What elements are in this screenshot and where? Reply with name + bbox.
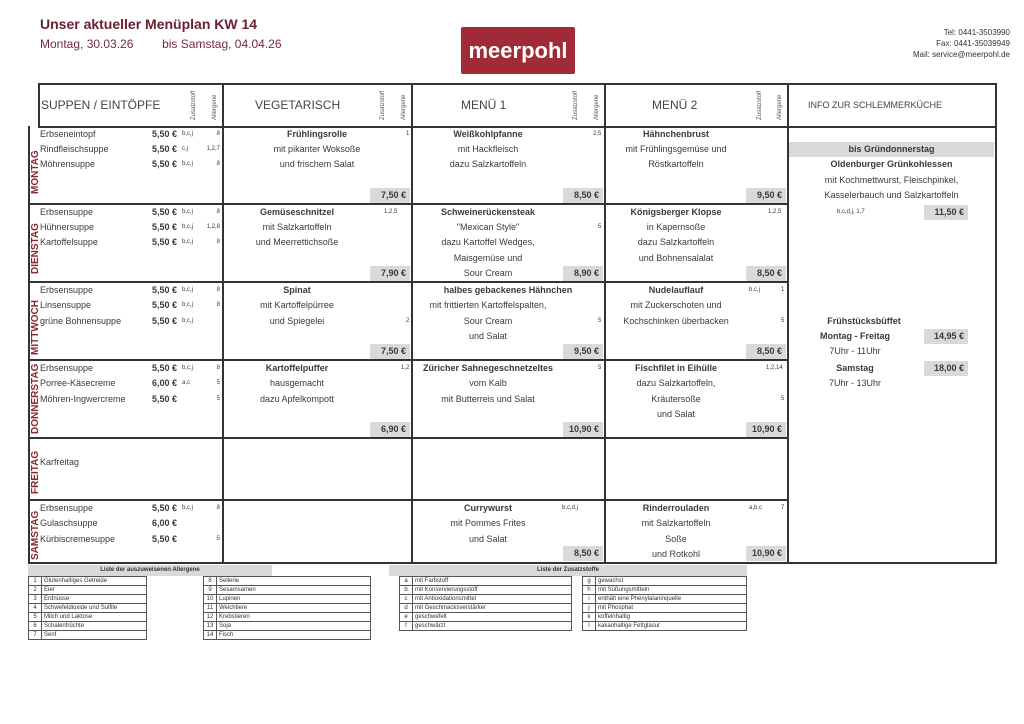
soup-name: Erbsensuppe [40,363,94,373]
legend-row [29,622,147,631]
price: 7,50 € [370,344,410,359]
soup-zusatz-code: c,j [182,146,188,152]
legend-row [583,586,747,595]
legend-key: 9 [204,586,217,595]
dish-line: Sour Cream [463,268,513,278]
dish-line: und Salat [468,534,508,544]
allergen-code: 5 [598,365,602,371]
soup-name: grüne Bohnensuppe [40,316,122,326]
soup-name: Erbseneintopf [40,129,96,139]
legend-label: Glutenhaltiges Getreide [42,577,147,586]
grid-line [28,562,997,564]
soup-zusatz-code: b,c,j [182,287,194,293]
column-allergene: Allergene [401,94,407,120]
info-gruen-head: bis Gründonnerstag [789,142,994,157]
legend-row [204,586,371,595]
soup-price: 5,50 € [152,316,178,326]
price: 7,50 € [370,188,410,203]
legend-row [29,595,147,604]
soup-price: 5,50 € [152,534,178,544]
legend-row [400,595,572,604]
price: 9,50 € [746,188,786,203]
dish-title: Gemüseschnitzel [259,207,335,217]
allergen-code: 5 [781,318,785,324]
soup-price: 5,50 € [152,129,178,139]
legend-key: d [400,604,413,613]
legend-key: 8 [204,577,217,586]
legend-key: 4 [29,604,42,613]
dish-line: dazu Salzkartoffeln [449,159,527,169]
legend-label: Krebstieren [217,613,371,622]
legend-label: mit Antioxidationsmittel [413,595,572,604]
allergen-code: 1,2,5 [768,209,782,215]
legend-row [400,586,572,595]
allergen-code: 5 [598,224,602,230]
legend-zusatz-title: Liste der Zusatzstoffe [389,565,747,576]
column-allergene: Allergene [777,94,783,120]
dish-title: Königsberger Klopse [630,207,722,217]
dish-title: Hähnchenbrust [642,129,709,139]
column-suppen: SUPPEN / EINTÖPFE [41,98,161,112]
soup-price: 5,50 € [152,207,178,217]
legend-key: 13 [204,622,217,631]
info-gruen-codes: b,c,d,j, 1,7 [837,209,865,215]
soup-zusatz-code: b,c,j [182,365,194,371]
soup-name: Porree-Käsecreme [40,378,116,388]
allergen-code: 2 [406,318,410,324]
dish-title: Kartoffelpuffer [265,363,329,373]
legend-row [400,577,572,586]
info-fr-sat-time: 7Uhr - 13Uhr [828,378,882,388]
legend-key: f [400,622,413,631]
legend-allergene-left [28,576,147,640]
allergen-code: 2,5 [593,131,602,137]
allergen-code: 5 [598,318,602,324]
dish-line: mit pikanter Woksoße [273,144,361,154]
legend-key: 1 [29,577,42,586]
day-donnerstag: DONNERSTAG [30,363,41,434]
zusatz-code: a,b,c [749,505,763,511]
soup-name: Erbsensuppe [40,207,94,217]
soup-allergen-code: 8 [216,365,220,371]
info-fr-title: Frühstücksbüffet [827,316,901,326]
soup-zusatz-code: b,c,j [182,318,194,324]
info-gruen-line: mit Kochmettwurst, Fleischpinkel, [824,175,959,185]
soup-price: 5,50 € [152,300,178,310]
legend-row [29,577,147,586]
legend-row [204,595,371,604]
legend-label: koffeinhaltig [596,613,747,622]
allergen-code: 1,2,14 [766,365,783,371]
contact-fax: Fax: 0441-35039949 [936,39,1010,48]
legend-key: 12 [204,613,217,622]
dish-line: Sour Cream [463,316,513,326]
legend-row [29,631,147,640]
soup-price: 5,50 € [152,144,178,154]
column-zusatzstoff: Zusatzstoff [757,90,763,120]
price: 7,90 € [370,266,410,281]
dish-line: mit Salzkartoffeln [641,518,711,528]
allergen-code: 5 [781,396,785,402]
dish-title: halbes gebackenes Hähnchen [443,285,573,295]
legend-label: Sesamsamen [217,586,371,595]
price: 8,50 € [563,188,603,203]
soup-zusatz-code: b,c,j [182,224,194,230]
legend-key: 7 [29,631,42,640]
allergen-code: 1,2 [401,365,410,371]
dish-line: Soße [665,534,687,544]
soup-price: 5,50 € [152,503,178,513]
meerpohl-logo: meerpohl [461,27,575,74]
soup-zusatz-code: b,c,j [182,161,194,167]
legend-key: j [583,604,596,613]
info-fr-week: Montag - Freitag [820,331,890,341]
legend-row [204,613,371,622]
allergen-code: b,c,d,j [562,505,579,511]
legend-label: Weichtiere [217,604,371,613]
soup-allergen-code: 8 [216,239,220,245]
price: 8,50 € [563,546,603,561]
legend-zusatzstoffe [389,565,747,631]
legend-label: kakaohaltige Fettglasur [596,622,747,631]
legend-label: mit Geschmacksverstärker [413,604,572,613]
dish-line: mit Butterreis und Salat [441,394,535,404]
dish-line: dazu Kartoffel Wedges, [441,237,535,247]
legend-label: Soja [217,622,371,631]
dish-line: in Kapernsoße [646,222,706,232]
soup-zusatz-code: b,c,j [182,505,194,511]
soup-price: 5,50 € [152,237,178,247]
legend-label: Eier [42,586,147,595]
legend-key: 2 [29,586,42,595]
soup-price: 5,50 € [152,363,178,373]
legend-row [29,586,147,595]
grid-line [38,83,40,127]
dish-line: und Rotkohl [651,549,701,559]
legend-row [29,604,147,613]
legend-key: c [400,595,413,604]
allergen-code: 1 [781,287,785,293]
legend-key: 5 [29,613,42,622]
dish-line: und frischem Salat [279,159,355,169]
page-title: Unser aktueller Menüplan KW 14 [40,16,258,32]
legend-row [204,577,371,586]
dish-title: Weißkohlpfanne [453,129,523,139]
column-zusatzstoff: Zusatzstoff [573,90,579,120]
soup-name: Kartoffelsuppe [40,237,98,247]
dish-line: dazu Apfelkompott [259,394,335,404]
legend-label: Schalenfrüchte [42,622,147,631]
day-samstag: SAMSTAG [30,510,41,560]
soup-price: 6,00 € [152,378,178,388]
legend-key: k [583,613,596,622]
legend-label: Fisch [217,631,371,640]
legend-row [204,631,371,640]
legend-key: 11 [204,604,217,613]
legend-zusatz-right [582,576,747,631]
legend-key: i [583,595,596,604]
column-allergene: Allergene [594,94,600,120]
soup-allergen-code: 5 [216,536,220,542]
price: 10,90 € [746,422,786,437]
legend-row [204,622,371,631]
legend-label: enthält eine Phenylalaninquelle [596,595,747,604]
price: 10,90 € [746,546,786,561]
soup-zusatz-code: a,c [182,380,191,386]
legend-label: geschwefelt [413,613,572,622]
soup-zusatz-code: b,c,j [182,209,194,215]
dish-title: Frühlingsrolle [286,129,347,139]
soup-allergen-code: 1,2,7 [206,146,220,152]
dish-line: und Meerrettichsoße [255,237,339,247]
legend-label: Senf [42,631,147,640]
dish-line: und Salat [656,409,696,419]
dish-line: und Salat [468,331,508,341]
legend-row [400,613,572,622]
info-fr-week-time: 7Uhr - 11Uhr [829,346,881,356]
legend-label: Erdnüsse [42,595,147,604]
dish-title: Schweinerückensteak [440,207,536,217]
legend-allergene-right [203,576,371,640]
legend-zusatz-left [399,576,572,631]
dish-line: mit Kartoffelpürree [260,300,334,310]
dish-title: Züricher Sahnegeschnetzeltes [422,363,554,373]
dish-title: Fischfilet in Eihülle [634,363,717,373]
price: 10,90 € [563,422,603,437]
legend-label: mit Farbstoff [413,577,572,586]
soup-allergen-code: 8 [216,302,220,308]
dish-line: Kräutersoße [651,394,701,404]
column-zusatzstoff: Zusatzstoff [380,90,386,120]
legend-key: 6 [29,622,42,631]
legend-label: mit Süßungsmitteln [596,586,747,595]
legend-label: Lupinen [217,595,371,604]
price: 8,50 € [746,266,786,281]
soup-name: Kürbiscremesuppe [40,534,116,544]
dish-line: mit Pommes Frites [450,518,526,528]
allergen-code: 1 [406,131,410,137]
info-gruen-line: Kasselerbauch und Salzkartoffeln [824,190,959,200]
zusatz-code: b,c,j [749,287,761,293]
column-menu1: MENÜ 1 [461,98,507,112]
legend-row [29,613,147,622]
dish-title: Spinat [283,285,311,295]
dish-line: mit Zuckerschoten und [630,300,722,310]
allergen-code: 7 [781,505,785,511]
soup-price: 6,00 € [152,518,178,528]
soup-name: Karfreitag [40,457,80,467]
price: 8,50 € [746,344,786,359]
column-vegetarisch: VEGETARISCH [255,98,341,112]
info-fr-sat: Samstag [836,363,874,373]
dish-title: Rinderrouladen [642,503,710,513]
dish-line: "Mexican Style" [456,222,520,232]
soup-allergen-code: 8 [216,161,220,167]
legend-label: mit Phosphat [596,604,747,613]
dish-title: Currywurst [463,503,512,513]
legend-label: Milch und Laktose [42,613,147,622]
day-mittwoch: MITTWOCH [30,300,41,355]
legend-row [583,577,747,586]
grid-line [38,83,997,85]
soup-zusatz-code: b,c,j [182,302,194,308]
legend-key: l [583,622,596,631]
day-montag: MONTAG [30,150,41,194]
contact-mail: Mail: service@meerpohl.de [912,50,1010,59]
legend-key: 10 [204,595,217,604]
price: 8,90 € [563,266,603,281]
date-to: bis Samstag, 04.04.26 [162,37,282,51]
dish-title: Nudelauflauf [648,285,704,295]
price: 6,90 € [370,422,410,437]
legend-label: Schwefeldioxide und Sulfite [42,604,147,613]
soup-name: Hühnersuppe [40,222,95,232]
soup-name: Linsensuppe [40,300,92,310]
soup-name: Rindfleischsuppe [40,144,109,154]
column-menu2: MENÜ 2 [652,98,698,112]
legend-key: 14 [204,631,217,640]
column-zusatzstoff: Zusatzstoff [191,90,197,120]
soup-allergen-code: 1,2,8 [206,224,220,230]
soup-allergen-code: 8 [216,505,220,511]
soup-zusatz-code: b,c,j [182,239,194,245]
dish-line: mit frittierten Kartoffelspalten, [429,300,547,310]
dish-line: und Bohnensalalat [638,253,714,263]
legend-key: h [583,586,596,595]
day-freitag: FREITAG [30,450,41,494]
soup-allergen-code: 8 [216,131,220,137]
contact-tel: Tel: 0441-3503990 [943,28,1010,37]
legend-label: gewachst [596,577,747,586]
dish-line: mit Hackfleisch [457,144,519,154]
grid-line [995,83,997,564]
legend-key: b [400,586,413,595]
legend-row [583,613,747,622]
legend-label: mit Konservierungsstoff [413,586,572,595]
legend-row [583,604,747,613]
dish-line: dazu Salzkartoffeln [637,237,715,247]
dish-line: Kochschinken überbacken [623,316,729,326]
dish-line: mit Salzkartoffeln [262,222,332,232]
soup-name: Erbsensuppe [40,503,94,513]
legend-key: e [400,613,413,622]
soup-price: 5,50 € [152,222,178,232]
soup-name: Möhrensuppe [40,159,96,169]
contact-info [913,27,1010,60]
soup-zusatz-code: b,c,j [182,131,194,137]
dish-line: Maisgemüse und [453,253,523,263]
soup-allergen-code: 5 [216,396,220,402]
soup-allergen-code: 8 [216,209,220,215]
soup-name: Erbsensuppe [40,285,94,295]
column-allergene: Allergene [212,94,218,120]
legend-label: geschwärzt [413,622,572,631]
soup-allergen-code: 5 [216,380,220,386]
legend-row [583,622,747,631]
grid-line [28,437,788,439]
dish-line: hausgemacht [269,378,325,388]
date-from: Montag, 30.03.26 [40,37,134,51]
legend-key: g [583,577,596,586]
legend-key: a [400,577,413,586]
dish-line: und Spiegelei [269,316,325,326]
info-fr-sat-price: 18,00 € [924,361,968,376]
info-gruen-price: 11,50 € [924,205,968,220]
date-range [40,37,282,51]
legend-allergene-title: Liste der auszuweisenen Allergene [28,565,272,576]
price: 9,50 € [563,344,603,359]
legend-row [400,604,572,613]
dish-line: Röstkartoffeln [648,159,704,169]
dish-line: mit Frühlingsgemüse und [625,144,727,154]
soup-price: 5,50 € [152,285,178,295]
column-info: INFO ZUR SCHLEMMERKÜCHE [808,100,943,110]
soup-price: 5,50 € [152,159,178,169]
legend-allergene [28,565,371,640]
allergen-code: 1,2,5 [384,209,398,215]
dish-line: dazu Salzkartoffeln, [636,378,716,388]
legend-label: Sellerie [217,577,371,586]
legend-row [583,595,747,604]
soup-allergen-code: 8 [216,287,220,293]
soup-name: Möhren-Ingwercreme [40,394,126,404]
day-dienstag: DIENSTAG [30,223,41,274]
info-fr-week-price: 14,95 € [924,329,968,344]
legend-row [400,622,572,631]
soup-price: 5,50 € [152,394,178,404]
soup-name: Gulaschsuppe [40,518,98,528]
dish-line: vom Kalb [469,378,507,388]
legend-row [204,604,371,613]
info-gruen-title: Oldenburger Grünkohlessen [830,159,953,169]
legend-key: 3 [29,595,42,604]
